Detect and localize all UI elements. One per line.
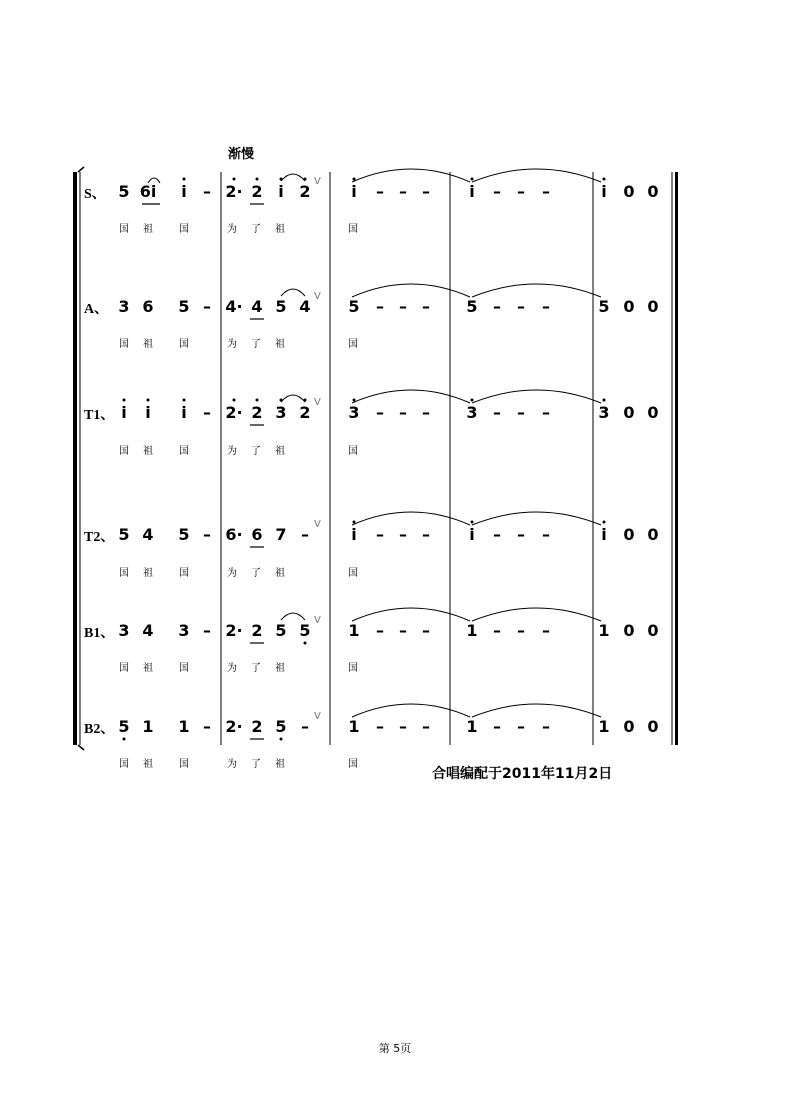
lyric-syllable: 为 <box>227 224 237 235</box>
note: 3 <box>466 403 478 422</box>
note: 3 <box>275 403 287 422</box>
note: – <box>542 297 550 316</box>
lyric-syllable: 国 <box>348 339 358 350</box>
note: 5 <box>178 297 190 316</box>
lyric-syllable: 祖 <box>143 446 153 457</box>
note: 3 <box>348 403 360 422</box>
tie-arc <box>472 608 601 621</box>
octave-dot <box>123 399 126 402</box>
note: – <box>493 717 501 736</box>
note: 2 <box>299 182 311 201</box>
lyric-syllable: 国 <box>179 224 189 235</box>
octave-dot <box>280 178 283 181</box>
note: – <box>376 403 384 422</box>
note: 0 <box>623 717 635 736</box>
note: 1 <box>598 621 610 640</box>
note: 0 <box>647 525 659 544</box>
note: – <box>542 717 550 736</box>
note: – <box>542 525 550 544</box>
lyric-syllable: 为 <box>227 446 237 457</box>
note: – <box>203 717 211 736</box>
note: 2 <box>251 182 263 201</box>
note: – <box>203 621 211 640</box>
lyric-syllable: 国 <box>348 759 358 770</box>
note: – <box>493 297 501 316</box>
lyric-syllable: 国 <box>348 446 358 457</box>
breath-mark: V <box>314 397 321 408</box>
note: – <box>517 717 525 736</box>
note: i <box>351 182 357 201</box>
note: – <box>301 525 309 544</box>
note: – <box>376 297 384 316</box>
note: 6 <box>251 525 263 544</box>
note: 2· <box>225 717 243 736</box>
tie-arc <box>352 390 470 403</box>
note: i <box>601 525 607 544</box>
octave-dot <box>353 399 356 402</box>
note: 4· <box>225 297 243 316</box>
note: 5 <box>178 525 190 544</box>
lyric-syllable: 祖 <box>143 224 153 235</box>
lyric-syllable: 国 <box>348 224 358 235</box>
lyric-syllable: 祖 <box>275 568 285 579</box>
note: 5 <box>598 297 610 316</box>
note: 6· <box>225 525 243 544</box>
octave-dot <box>304 399 307 402</box>
note: 4 <box>299 297 311 316</box>
note: i <box>601 182 607 201</box>
note: – <box>399 297 407 316</box>
note: 7 <box>275 525 287 544</box>
breath-mark: V <box>314 711 321 722</box>
note: i <box>145 403 151 422</box>
note: i <box>181 182 187 201</box>
lyric-syllable: 祖 <box>275 224 285 235</box>
note: 2· <box>225 621 243 640</box>
octave-dot <box>183 399 186 402</box>
lyric-syllable: 国 <box>119 663 129 674</box>
note: 1 <box>598 717 610 736</box>
lyric-syllable: 国 <box>119 446 129 457</box>
note: – <box>399 621 407 640</box>
note: – <box>203 525 211 544</box>
note: – <box>203 182 211 201</box>
note: – <box>376 717 384 736</box>
octave-dot <box>304 178 307 181</box>
note: 1 <box>178 717 190 736</box>
note: 0 <box>623 403 635 422</box>
note: 5 <box>466 297 478 316</box>
note: – <box>542 182 550 201</box>
note: 6i <box>139 182 157 201</box>
lyric-syllable: 国 <box>119 224 129 235</box>
lyric-syllable: 国 <box>179 568 189 579</box>
note: 5 <box>275 717 287 736</box>
lyric-syllable: 祖 <box>143 339 153 350</box>
part-label: T2、 <box>84 530 115 545</box>
note: 2· <box>225 182 243 201</box>
lyric-syllable: 国 <box>179 759 189 770</box>
note: 5 <box>275 297 287 316</box>
breath-mark: V <box>314 291 321 302</box>
breath-mark: V <box>314 615 321 626</box>
lyric-syllable: 国 <box>119 759 129 770</box>
note: 2 <box>251 621 263 640</box>
tie-arc <box>148 178 160 183</box>
octave-dot <box>603 399 606 402</box>
note: – <box>422 297 430 316</box>
note: – <box>517 182 525 201</box>
final-barline-thick <box>675 172 678 745</box>
note: 6 <box>142 297 154 316</box>
note: 0 <box>623 525 635 544</box>
note: – <box>422 182 430 201</box>
octave-dot <box>471 521 474 524</box>
note: – <box>422 717 430 736</box>
note: 5 <box>118 182 130 201</box>
note: 2· <box>225 403 243 422</box>
note: – <box>517 297 525 316</box>
part-label: B1、 <box>84 626 115 641</box>
part-label: A、 <box>84 302 109 317</box>
note: 0 <box>647 297 659 316</box>
note: i <box>469 182 475 201</box>
lyric-syllable: 了 <box>251 339 261 350</box>
note: 4 <box>142 525 154 544</box>
note: – <box>376 525 384 544</box>
lyric-syllable: 为 <box>227 759 237 770</box>
breath-mark: V <box>314 519 321 530</box>
note: 2 <box>251 717 263 736</box>
note: – <box>422 621 430 640</box>
lyric-syllable: 祖 <box>275 339 285 350</box>
lyric-syllable: 了 <box>251 224 261 235</box>
tie-arc <box>281 174 305 181</box>
octave-dot <box>256 399 259 402</box>
note: 0 <box>623 182 635 201</box>
note: 1 <box>466 621 478 640</box>
lyric-syllable: 祖 <box>275 663 285 674</box>
tie-arc <box>281 289 305 296</box>
note: – <box>517 403 525 422</box>
note: – <box>399 182 407 201</box>
note: 0 <box>623 297 635 316</box>
note: 4 <box>142 621 154 640</box>
note: i <box>181 403 187 422</box>
tie-arc <box>352 169 470 182</box>
note: 3 <box>118 621 130 640</box>
note: 2 <box>251 403 263 422</box>
lyric-syllable: 国 <box>179 663 189 674</box>
octave-dot <box>183 178 186 181</box>
part-label: B2、 <box>84 722 115 737</box>
note: 0 <box>647 182 659 201</box>
part-label: T1、 <box>84 408 115 423</box>
note: – <box>399 717 407 736</box>
tempo-marking: 渐慢 <box>228 147 255 162</box>
note: 0 <box>647 403 659 422</box>
note: – <box>399 525 407 544</box>
lyric-syllable: 为 <box>227 568 237 579</box>
octave-dot <box>603 521 606 524</box>
lyric-syllable: 国 <box>348 663 358 674</box>
lyric-syllable: 国 <box>119 339 129 350</box>
octave-dot <box>233 399 236 402</box>
note: – <box>203 403 211 422</box>
page-number: 第 5页 <box>378 1042 412 1055</box>
lyric-syllable: 为 <box>227 339 237 350</box>
octave-dot <box>233 178 236 181</box>
lyric-syllable: 为 <box>227 663 237 674</box>
breath-mark: V <box>314 176 321 187</box>
octave-dot <box>471 178 474 181</box>
note: 3 <box>118 297 130 316</box>
note: i <box>121 403 127 422</box>
octave-dot <box>147 399 150 402</box>
note: 1 <box>466 717 478 736</box>
tie-arc <box>472 169 601 182</box>
note: 1 <box>348 717 360 736</box>
tie-arc <box>472 284 601 297</box>
note: 5 <box>299 621 311 640</box>
tie-arc <box>281 395 305 402</box>
tie-arc <box>352 284 470 297</box>
octave-dot <box>280 399 283 402</box>
note: – <box>493 525 501 544</box>
arrangement-credit: 合唱编配于2011年11月2日 <box>432 766 613 782</box>
tie-arc <box>472 512 601 525</box>
note: 5 <box>118 525 130 544</box>
note: 3 <box>178 621 190 640</box>
underlines <box>142 204 264 739</box>
lyric-syllable: 了 <box>251 663 261 674</box>
note: 4 <box>251 297 263 316</box>
octave-dot <box>280 738 283 741</box>
octave-dots <box>123 178 606 741</box>
octave-dot <box>471 399 474 402</box>
note: – <box>376 182 384 201</box>
note: 5 <box>118 717 130 736</box>
note: – <box>493 621 501 640</box>
note: – <box>493 182 501 201</box>
note: 5 <box>348 297 360 316</box>
note: i <box>278 182 284 201</box>
note: 0 <box>623 621 635 640</box>
tie-arc <box>352 512 470 525</box>
part-label: S、 <box>84 187 106 202</box>
note: 0 <box>647 717 659 736</box>
note: – <box>203 297 211 316</box>
octave-dot <box>304 642 307 645</box>
octave-dot <box>256 178 259 181</box>
lyric-syllable: 了 <box>251 568 261 579</box>
tie-arc <box>352 704 470 717</box>
octave-dot <box>353 178 356 181</box>
lyric-syllable: 祖 <box>143 663 153 674</box>
note: 3 <box>598 403 610 422</box>
note: – <box>542 621 550 640</box>
note: 0 <box>647 621 659 640</box>
note: – <box>376 621 384 640</box>
lyric-syllable: 了 <box>251 759 261 770</box>
note: 2 <box>299 403 311 422</box>
ties-and-slurs <box>148 169 601 722</box>
note: 5 <box>275 621 287 640</box>
lyric-syllable: 了 <box>251 446 261 457</box>
tie-arc <box>281 613 305 620</box>
note: – <box>542 403 550 422</box>
note: – <box>301 717 309 736</box>
octave-dot <box>603 178 606 181</box>
note: – <box>422 403 430 422</box>
tie-arc <box>472 390 601 403</box>
note: – <box>422 525 430 544</box>
note: – <box>517 621 525 640</box>
note: – <box>517 525 525 544</box>
lyric-syllable: 国 <box>348 568 358 579</box>
note: – <box>493 403 501 422</box>
octave-dot <box>353 521 356 524</box>
lyric-syllable: 祖 <box>275 446 285 457</box>
lyric-syllable: 祖 <box>143 568 153 579</box>
note: 1 <box>142 717 154 736</box>
lyric-syllable: 国 <box>179 339 189 350</box>
note: – <box>399 403 407 422</box>
tie-arc <box>472 704 601 717</box>
lyric-syllable: 国 <box>179 446 189 457</box>
lyric-syllable: 国 <box>119 568 129 579</box>
octave-dot <box>123 738 126 741</box>
note: 1 <box>348 621 360 640</box>
lyric-syllable: 祖 <box>143 759 153 770</box>
note: i <box>469 525 475 544</box>
note: i <box>351 525 357 544</box>
tie-arc <box>352 608 470 621</box>
lyric-syllable: 祖 <box>275 759 285 770</box>
system-bracket <box>73 172 77 745</box>
